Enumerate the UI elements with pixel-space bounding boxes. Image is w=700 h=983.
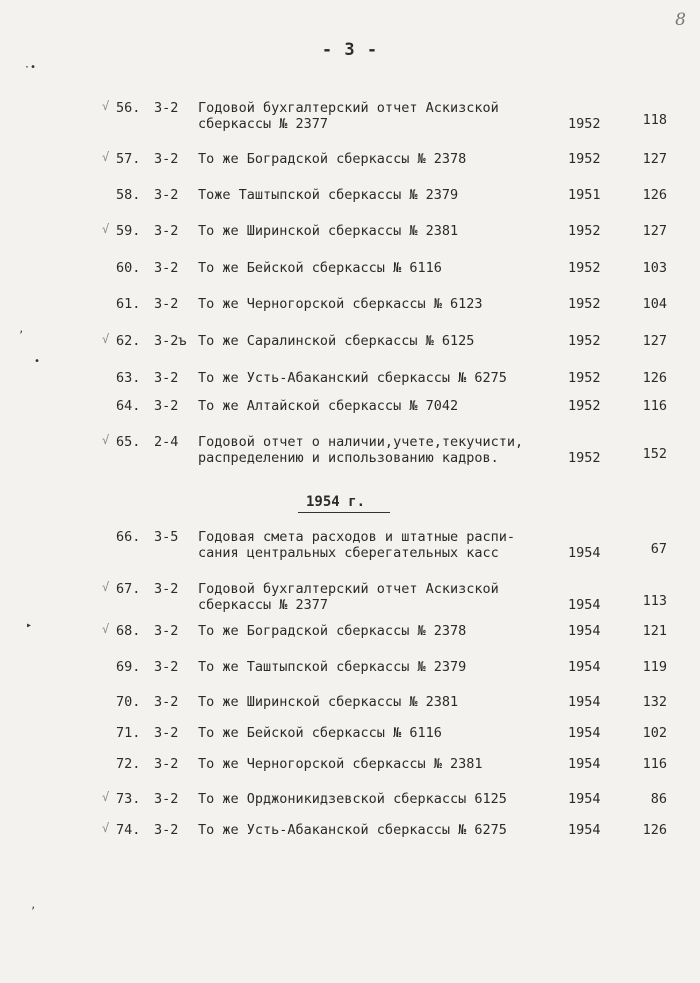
description-line: распределению и использованию кадров. [198, 450, 499, 466]
description-line: То же Боградской сберкассы № 2378 [198, 623, 467, 639]
item-code: 3-2 [154, 370, 179, 386]
item-year: 1954 [568, 623, 601, 639]
item-sheet-count: 126 [642, 822, 667, 838]
item-code: 3-2 [154, 791, 179, 807]
item-code: 3-2 [154, 187, 179, 203]
item-number: 56. [116, 100, 141, 116]
item-number: 62. [116, 333, 141, 349]
item-sheet-count: 119 [642, 659, 667, 675]
description-line: То же Черногорской сберкассы № 2381 [198, 756, 483, 772]
item-description [198, 223, 568, 239]
check-mark-icon: √ [102, 150, 110, 164]
item-year: 1954 [568, 545, 601, 561]
item-sheet-count: 103 [642, 260, 667, 276]
item-description [198, 659, 568, 675]
item-sheet-count: 127 [642, 223, 667, 239]
item-sheet-count: 127 [642, 151, 667, 167]
item-code: 3-2 [154, 694, 179, 710]
item-description [198, 725, 568, 741]
description-line: То же Бейской сберкассы № 6116 [198, 725, 442, 741]
item-year: 1954 [568, 659, 601, 675]
item-code: 3-2 [154, 296, 179, 312]
item-code: 3-5 [154, 529, 179, 545]
description-line: сания центральных сберегательных касс [198, 545, 499, 561]
item-description [198, 187, 568, 203]
description-line: сберкассы № 2377 [198, 116, 329, 132]
item-number: 70. [116, 694, 141, 710]
item-year: 1954 [568, 791, 601, 807]
item-code: 3-2 [154, 822, 179, 838]
margin-mark: • [34, 356, 41, 367]
item-description [198, 822, 568, 838]
check-mark-icon: √ [102, 622, 110, 636]
item-description [198, 370, 568, 386]
item-sheet-count: 118 [642, 112, 667, 128]
item-number: 61. [116, 296, 141, 312]
section-underline [298, 512, 390, 513]
item-number: 68. [116, 623, 141, 639]
margin-mark: ▸ [26, 620, 33, 631]
description-line: Годовой отчет о наличии,учете,текучисти, [198, 434, 524, 450]
item-sheet-count: 152 [642, 446, 667, 462]
item-description [198, 100, 568, 132]
item-description [198, 296, 568, 312]
item-number: 63. [116, 370, 141, 386]
item-year: 1954 [568, 725, 601, 741]
item-description [198, 333, 568, 349]
description-line: То же Ширинской сберкассы № 2381 [198, 223, 459, 239]
item-code: 3-2 [154, 623, 179, 639]
item-sheet-count: 126 [642, 370, 667, 386]
item-number: 65. [116, 434, 141, 450]
description-line: То же Черногорской сберкассы № 6123 [198, 296, 483, 312]
item-description [198, 791, 568, 807]
margin-mark: ʼ [30, 906, 37, 917]
item-year: 1951 [568, 187, 601, 203]
description-line: То же Бейской сберкассы № 6116 [198, 260, 442, 276]
item-number: 66. [116, 529, 141, 545]
item-number: 60. [116, 260, 141, 276]
item-number: 71. [116, 725, 141, 741]
description-line: Годовая смета расходов и штатные распи- [198, 529, 515, 545]
check-mark-icon: √ [102, 99, 110, 113]
item-sheet-count: 113 [642, 593, 667, 609]
item-sheet-count: 67 [650, 541, 667, 557]
item-number: 64. [116, 398, 141, 414]
item-number: 59. [116, 223, 141, 239]
item-sheet-count: 126 [642, 187, 667, 203]
item-description [198, 581, 568, 613]
item-number: 69. [116, 659, 141, 675]
item-code: 3-2 [154, 260, 179, 276]
check-mark-icon: √ [102, 433, 110, 447]
item-code: 3-2 [154, 725, 179, 741]
margin-mark: ʼ [18, 330, 25, 341]
item-sheet-count: 132 [642, 694, 667, 710]
description-line: То же Усть-Абаканской сберкассы № 6275 [198, 822, 507, 838]
item-year: 1952 [568, 151, 601, 167]
item-sheet-count: 104 [642, 296, 667, 312]
item-code: 3-2 [154, 398, 179, 414]
item-number: 58. [116, 187, 141, 203]
item-number: 73. [116, 791, 141, 807]
item-description [198, 434, 568, 466]
item-year: 1952 [568, 260, 601, 276]
item-description [198, 694, 568, 710]
item-code: 3-2 [154, 223, 179, 239]
item-year: 1954 [568, 756, 601, 772]
item-year: 1954 [568, 694, 601, 710]
description-line: То же Орджоникидзевской сберкассы 6125 [198, 791, 507, 807]
item-code: 2-4 [154, 434, 179, 450]
item-year: 1952 [568, 223, 601, 239]
section-header-1954: 1954 г. [306, 494, 366, 510]
description-line: Тоже Таштыпской сберкассы № 2379 [198, 187, 459, 203]
margin-mark: ·• [24, 62, 37, 73]
description-line: сберкассы № 2377 [198, 597, 329, 613]
item-year: 1952 [568, 450, 601, 466]
item-code: 3-2 [154, 756, 179, 772]
item-description [198, 398, 568, 414]
description-line: То же Таштыпской сберкассы № 2379 [198, 659, 467, 675]
item-description [198, 529, 568, 561]
item-sheet-count: 86 [650, 791, 667, 807]
item-code: 3-2 [154, 100, 179, 116]
description-line: То же Саралинской сберкассы № 6125 [198, 333, 475, 349]
item-code: 3-2 [154, 659, 179, 675]
check-mark-icon: √ [102, 821, 110, 835]
item-description [198, 756, 568, 772]
description-line: То же Боградской сберкассы № 2378 [198, 151, 467, 167]
item-number: 74. [116, 822, 141, 838]
item-description [198, 623, 568, 639]
item-sheet-count: 102 [642, 725, 667, 741]
item-year: 1954 [568, 597, 601, 613]
item-code: 3-2ъ [154, 333, 187, 349]
item-number: 67. [116, 581, 141, 597]
page-number: - 3 - [321, 40, 379, 60]
check-mark-icon: √ [102, 790, 110, 804]
description-line: То же Усть-Абаканский сберкассы № 6275 [198, 370, 507, 386]
check-mark-icon: √ [102, 222, 110, 236]
item-sheet-count: 116 [642, 756, 667, 772]
check-mark-icon: √ [102, 580, 110, 594]
item-year: 1952 [568, 370, 601, 386]
item-sheet-count: 116 [642, 398, 667, 414]
item-year: 1952 [568, 116, 601, 132]
description-line: То же Алтайской сберкассы № 7042 [198, 398, 459, 414]
description-line: Годовой бухгалтерский отчет Аскизской [198, 100, 499, 116]
description-line: То же Ширинской сберкассы № 2381 [198, 694, 459, 710]
item-year: 1952 [568, 333, 601, 349]
item-code: 3-2 [154, 151, 179, 167]
item-sheet-count: 121 [642, 623, 667, 639]
item-code: 3-2 [154, 581, 179, 597]
item-year: 1952 [568, 398, 601, 414]
item-description [198, 151, 568, 167]
item-year: 1954 [568, 822, 601, 838]
item-number: 57. [116, 151, 141, 167]
item-sheet-count: 127 [642, 333, 667, 349]
check-mark-icon: √ [102, 332, 110, 346]
corner-note: 8 [675, 10, 686, 30]
item-number: 72. [116, 756, 141, 772]
description-line: Годовой бухгалтерский отчет Аскизской [198, 581, 499, 597]
item-description [198, 260, 568, 276]
item-year: 1952 [568, 296, 601, 312]
